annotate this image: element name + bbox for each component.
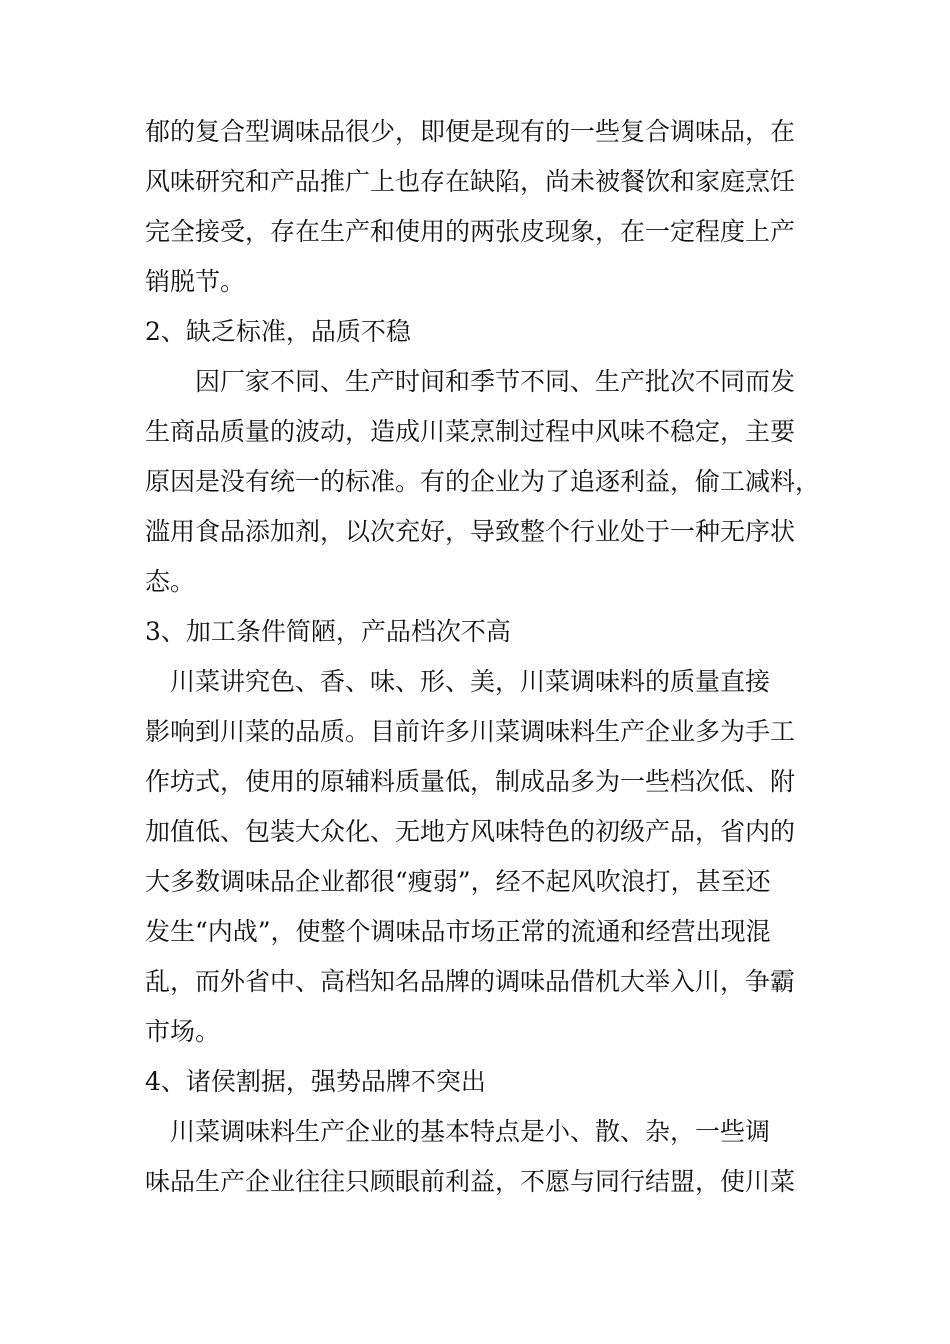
text-line: 加值低、包装大众化、无地方风味特色的初级产品，省内的 — [145, 817, 796, 846]
paragraph-first-line: 川菜调味料生产企业的基本特点是小、散、杂，一些调 — [170, 1117, 771, 1146]
text-line: 大多数调味品企业都很“瘦弱”，经不起风吹浪打，甚至还 — [145, 867, 771, 896]
text-line: 郁的复合型调味品很少，即便是现有的一些复合调味品，在 — [145, 117, 796, 146]
section-heading: 3、加工条件简陋，产品档次不高 — [145, 617, 511, 646]
text-line: 完全接受，存在生产和使用的两张皮现象，在一定程度上产 — [145, 217, 796, 246]
section-heading: 4、诸侯割据，强势品牌不突出 — [145, 1067, 486, 1096]
text-line: 味品生产企业往往只顾眼前利益，不愿与同行结盟，使川菜 — [145, 1167, 796, 1196]
paragraph-first-line: 川菜讲究色、香、味、形、美，川菜调味料的质量直接 — [170, 667, 771, 696]
text-line: 态。 — [145, 567, 196, 596]
text-line: 作坊式，使用的原辅料质量低，制成品多为一些档次低、附 — [145, 767, 796, 796]
text-line: 影响到川菜的品质。目前许多川菜调味料生产企业多为手工 — [145, 717, 796, 746]
text-line: 生商品质量的波动，造成川菜烹制过程中风味不稳定，主要 — [145, 417, 796, 446]
text-line: 市场。 — [145, 1017, 221, 1046]
paragraph-first-line: 因厂家不同、生产时间和季节不同、生产批次不同而发 — [195, 367, 796, 396]
text-line: 原因是没有统一的标准。有的企业为了追逐利益，偷工减料， — [145, 467, 821, 496]
text-line: 销脱节。 — [145, 267, 246, 296]
text-line: 风味研究和产品推广上也存在缺陷，尚未被餐饮和家庭烹饪 — [145, 167, 796, 196]
section-heading: 2、缺乏标准，品质不稳 — [145, 317, 411, 346]
text-line: 乱，而外省中、高档知名品牌的调味品借机大举入川，争霸 — [145, 967, 796, 996]
text-line: 滥用食品添加剂，以次充好，导致整个行业处于一种无序状 — [145, 517, 796, 546]
text-line: 发生“内战”，使整个调味品市场正常的流通和经营出现混 — [145, 917, 771, 946]
